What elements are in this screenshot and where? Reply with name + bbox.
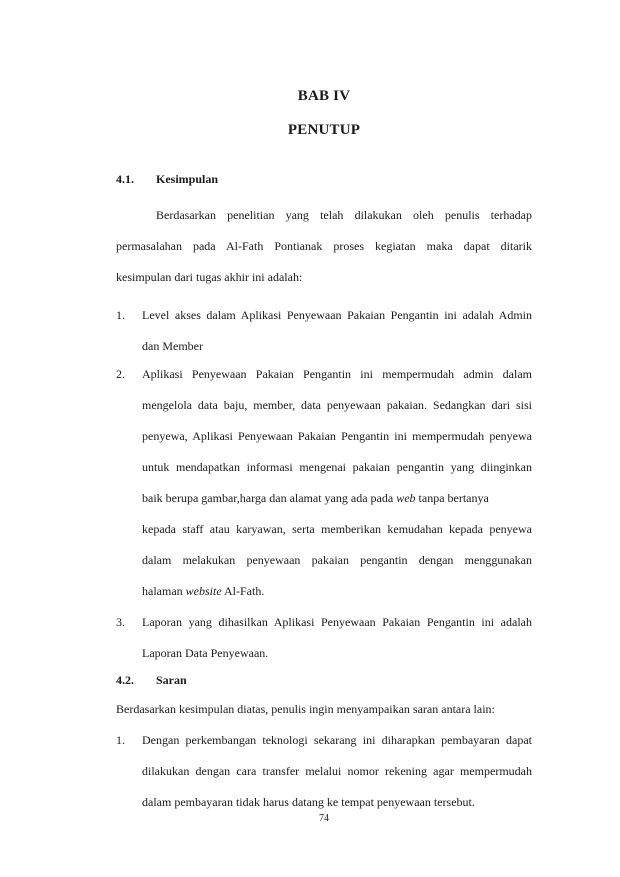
section-heading-kesimpulan (116, 172, 218, 187)
list-item-line: Level akses dalam Aplikasi Penyewaan Pakaian Pengantin ini adalah Admin (142, 308, 532, 322)
line-segment: baik berupa gambar,harga dan alamat yang ada pada (142, 491, 394, 505)
list-marker: 2. (116, 367, 125, 381)
chapter-label: BAB IV (297, 88, 351, 104)
list-item-line: mengelola data baju, member, data penyewaan pakaian. Sedangkan dari sisi (142, 398, 532, 412)
section-number: 4.1. (116, 172, 134, 186)
paragraph-line: Berdasarkan penelitian yang telah dilakukan oleh penulis terhadap (156, 208, 532, 222)
list-item-line-with-italic (142, 583, 532, 599)
section-heading-saran (116, 673, 187, 688)
list-item-line: dan Member (142, 339, 203, 353)
paragraph-line: Berdasarkan kesimpulan diatas, penulis ingin menyampaikan saran antara lain: (116, 702, 495, 716)
italic-term: web (396, 491, 416, 505)
page-number: 74 (319, 813, 329, 824)
list-item-line: Laporan yang dihasilkan Aplikasi Penyewaan Pakaian Pengantin ini adalah (142, 615, 532, 629)
list-item-line: penyewa, Aplikasi Penyewaan Pakaian Pengantin ini mempermudah penyewa (142, 429, 532, 443)
line-segment: Al-Fath. (221, 584, 265, 598)
line-segment: tanpa bertanya (415, 491, 489, 505)
list-marker: 1. (116, 733, 125, 747)
list-item-line: dalam pembayaran tidak harus datang ke tempat penyewaan tersebut. (142, 795, 475, 809)
chapter-title: PENUTUP (287, 122, 361, 138)
list-item-line: kepada staff atau karyawan, serta memberikan kemudahan kepada penyewa (142, 522, 532, 536)
list-marker: 3. (116, 615, 125, 629)
list-item-line-with-italic (142, 490, 532, 506)
list-item-line: untuk mendapatkan informasi mengenai pakaian pengantin yang diinginkan (142, 460, 532, 474)
italic-term: website (185, 584, 222, 598)
section-title: Kesimpulan (156, 172, 219, 186)
list-marker: 1. (116, 308, 125, 322)
list-item-line: Aplikasi Penyewaan Pakaian Pengantin ini mempermudah admin dalam (142, 367, 532, 381)
paragraph-line: permasalahan pada Al-Fath Pontianak proses kegiatan maka dapat ditarik (116, 239, 532, 253)
line-segment: halaman (142, 584, 183, 598)
list-item-line: Laporan Data Penyewaan. (142, 646, 269, 660)
section-number: 4.2. (116, 673, 134, 687)
list-item-line: dilakukan dengan cara transfer melalui nomor rekening agar mempermudah (142, 764, 532, 778)
paragraph-line: kesimpulan dari tugas akhir ini adalah: (116, 270, 303, 284)
section-title: Saran (156, 673, 187, 687)
list-item-line: Dengan perkembangan teknologi sekarang ini diharapkan pembayaran dapat (142, 733, 532, 747)
list-item-line: dalam melakukan penyewaan pakaian pengantin dengan menggunakan (142, 553, 532, 567)
